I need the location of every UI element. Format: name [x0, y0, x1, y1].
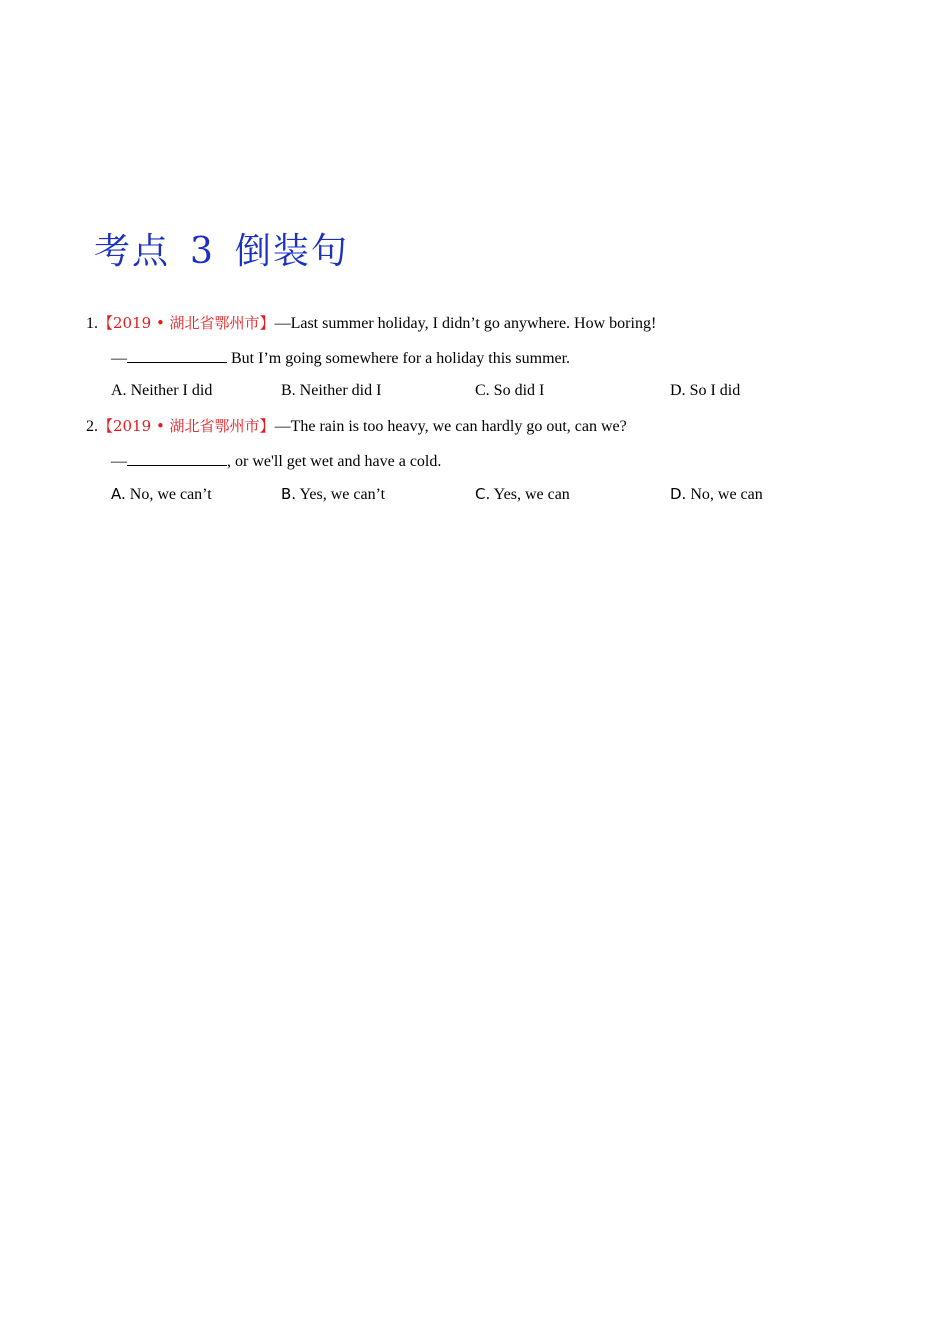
- question-1-reply: [111, 347, 570, 369]
- section-heading: [94, 226, 349, 278]
- heading-topic: 倒装句: [234, 231, 349, 272]
- question-1-option-a[interactable]: [111, 381, 212, 401]
- option-text: So I did: [685, 382, 741, 399]
- option-letter: B.: [281, 485, 297, 503]
- question-1-option-b[interactable]: [281, 381, 381, 401]
- question-text: —Last summer holiday, I didn’t go anywhere. How boring!: [274, 315, 657, 332]
- heading-label: 考点: [94, 231, 171, 272]
- question-2-reply: [111, 450, 441, 472]
- option-letter: D.: [670, 382, 686, 399]
- answer-blank[interactable]: [127, 347, 227, 363]
- option-letter: A.: [111, 485, 126, 503]
- option-text: Neither I did: [126, 382, 213, 399]
- question-number: 2.: [86, 418, 98, 435]
- question-1-prompt: [86, 313, 656, 334]
- heading-number: 3: [190, 231, 215, 272]
- option-letter: C.: [475, 485, 491, 503]
- reply-text: , or we'll get wet and have a cold.: [227, 453, 442, 470]
- option-text: Yes, we can’t: [296, 486, 386, 503]
- answer-blank[interactable]: [127, 450, 227, 466]
- option-text: So did I: [489, 382, 545, 399]
- question-2-option-d[interactable]: [670, 484, 763, 505]
- option-letter: C.: [475, 382, 490, 399]
- question-2-option-a[interactable]: [111, 484, 212, 505]
- option-letter: B.: [281, 382, 296, 399]
- option-text: Neither did I: [295, 382, 382, 399]
- reply-dash: —: [111, 350, 127, 367]
- option-text: Yes, we can: [490, 486, 570, 503]
- option-letter: A.: [111, 382, 127, 399]
- option-text: No, we can: [686, 486, 763, 503]
- reply-dash: —: [111, 453, 127, 470]
- question-number: 1.: [86, 315, 98, 332]
- question-source: 【2019 • 湖北省鄂州市】: [98, 417, 275, 435]
- option-letter: D.: [670, 485, 687, 503]
- question-1-option-d[interactable]: [670, 381, 740, 401]
- question-1-option-c[interactable]: [475, 381, 544, 401]
- reply-text: But I’m going somewhere for a holiday this summer.: [227, 350, 571, 367]
- question-text: —The rain is too heavy, we can hardly go out, can we?: [274, 418, 627, 435]
- question-2-option-b[interactable]: [281, 484, 385, 505]
- question-2-option-c[interactable]: [475, 484, 570, 505]
- question-source: 【2019 • 湖北省鄂州市】: [98, 314, 275, 332]
- question-2-prompt: [86, 416, 627, 437]
- option-text: No, we can’t: [125, 486, 212, 503]
